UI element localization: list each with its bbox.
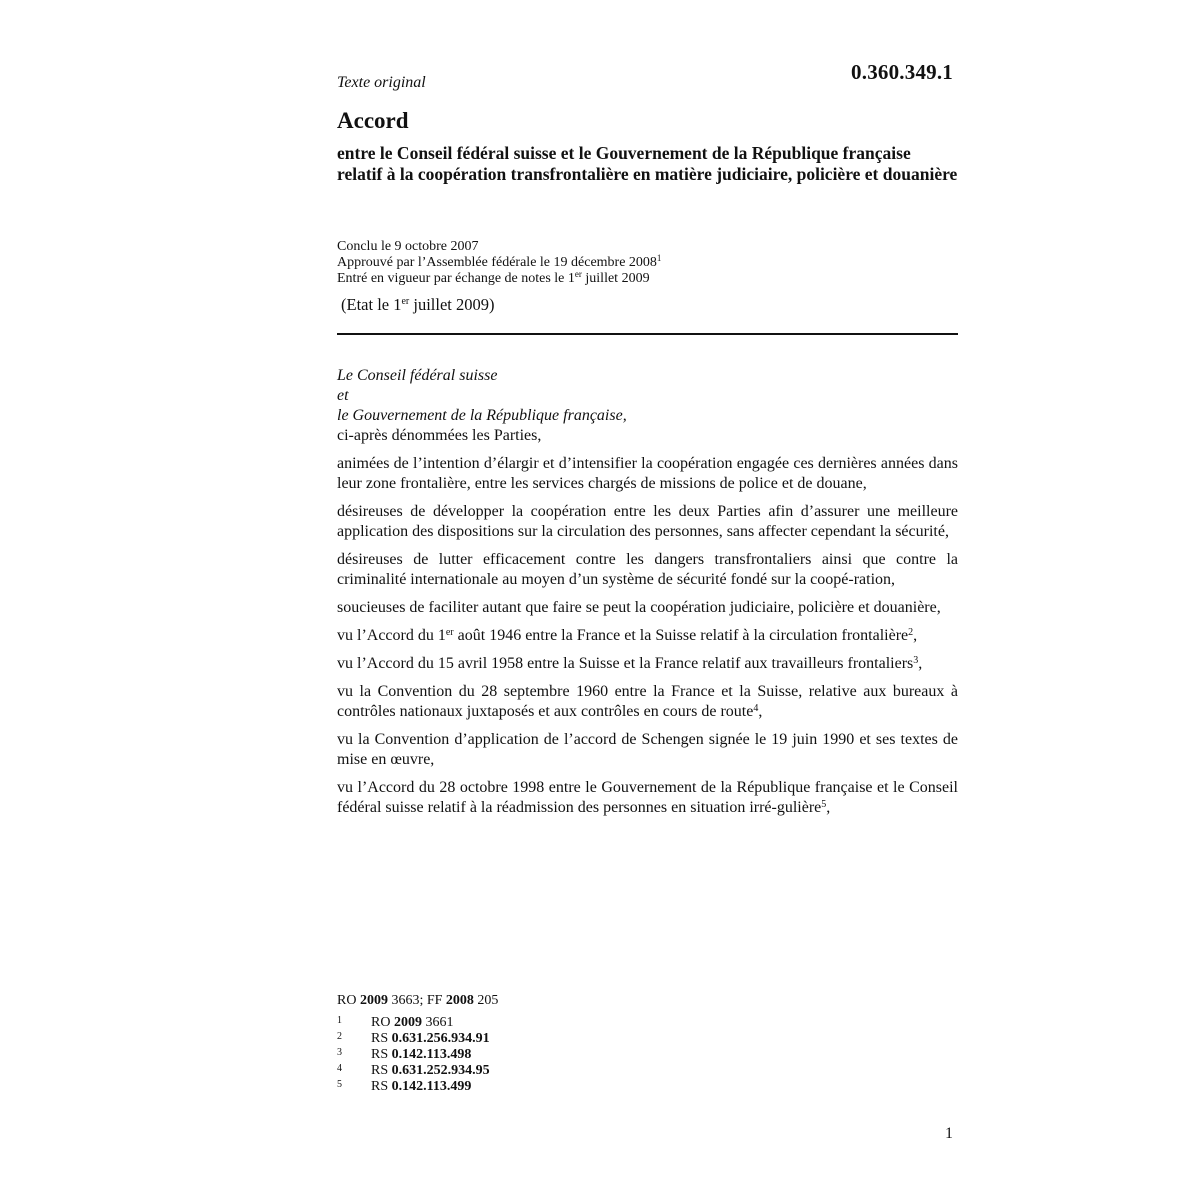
footnote-item: 3 RS 0.142.113.498 bbox=[337, 1047, 472, 1062]
party-conjunction: et bbox=[337, 387, 349, 404]
document-metadata bbox=[337, 239, 661, 287]
preamble-paragraph: vu l’Accord du 28 octobre 1998 entre le Gouvernement de la République française et le Conseil fédéral suisse relatif à la réadmission des personnes en situation irré-gulière$^5$, bbox=[337, 779, 958, 816]
footnote-marker: 1 bbox=[656, 253, 662, 263]
party-french: le Gouvernement de la République française, bbox=[337, 407, 627, 424]
document-subtitle: entre le Conseil fédéral suisse et le Gouvernement de la République française relatif à la coopération transfrontalière en matière judiciaire, policière et douanière bbox=[337, 143, 958, 184]
preamble-paragraph: désireuses de lutter efficacement contre les dangers transfrontaliers ainsi que contre la criminalité internationale au moyen d’un système de sécurité fondé sur la coopé-ration, bbox=[337, 551, 958, 588]
parties-designation: ci-après dénommées les Parties, bbox=[337, 427, 542, 444]
preamble bbox=[337, 454, 958, 826]
footnote-item: 5 RS 0.142.113.499 bbox=[337, 1079, 472, 1094]
preamble-paragraph: vu l’Accord du 15 avril 1958 entre la Suisse et la France relatif aux travailleurs frontaliers$^3$, bbox=[337, 655, 923, 672]
state-date: (Etat le 1er juillet 2009) bbox=[341, 295, 495, 314]
footnote-item: 1 RO 2009 3661 bbox=[337, 1015, 454, 1030]
footnote-marker: 5 bbox=[821, 799, 827, 810]
footnote-marker: 2 bbox=[908, 627, 914, 638]
party-swiss: Le Conseil fédéral suisse bbox=[337, 367, 498, 384]
original-text-label: Texte original bbox=[337, 74, 426, 91]
document-page bbox=[337, 0, 958, 1200]
entry-into-force: Entré en vigueur par échange de notes le 1er juillet 2009 bbox=[337, 269, 650, 286]
footnote-item: 2 RS 0.631.256.934.91 bbox=[337, 1031, 490, 1046]
footnote-marker: 4 bbox=[753, 703, 759, 714]
preamble-paragraph: vu la Convention du 28 septembre 1960 entre la France et la Suisse, relative aux bureaux à contrôles nationaux juxtaposés et aux contrôles en cours de route$^4$, bbox=[337, 683, 958, 720]
preamble-paragraph: vu l’Accord du 1er août 1946 entre la France et la Suisse relatif à la circulation frontalière$^2$, bbox=[337, 627, 918, 644]
preamble-paragraph: soucieuses de faciliter autant que faire se peut la coopération judiciaire, policière et douanière, bbox=[337, 599, 941, 616]
footnote-item: 4 RS 0.631.252.934.95 bbox=[337, 1063, 490, 1078]
footnote-marker: 3 bbox=[913, 655, 919, 666]
approval-date: Approuvé par l’Assemblée fédérale le 19 décembre 2008$^1$ bbox=[337, 253, 662, 270]
page-number: 1 bbox=[945, 1125, 953, 1142]
preamble-paragraph: animées de l’intention d’élargir et d’intensifier la coopération engagée ces dernières années dans leur zone frontalière, entre les services chargés de missions de police et de douane, bbox=[337, 455, 958, 492]
document-number: 0.360.349.1 bbox=[851, 60, 953, 84]
preamble-paragraph: vu la Convention d’application de l’accord de Schengen signée le 19 juin 1990 et ses textes de mise en œuvre, bbox=[337, 731, 958, 768]
footnotes bbox=[337, 1015, 490, 1095]
section-divider bbox=[337, 333, 958, 335]
preamble-paragraph: désireuses de développer la coopération entre les deux Parties afin d’assurer une meilleure application des dispositions sur la circulation des personnes, sans affecter cependant la sécurité, bbox=[337, 503, 958, 540]
publication-reference: RO 2009 3663; FF 2008 205 bbox=[337, 993, 499, 1008]
contracting-parties bbox=[337, 366, 627, 446]
document-title: Accord bbox=[337, 108, 409, 133]
concluded-date: Conclu le 9 octobre 2007 bbox=[337, 239, 479, 254]
